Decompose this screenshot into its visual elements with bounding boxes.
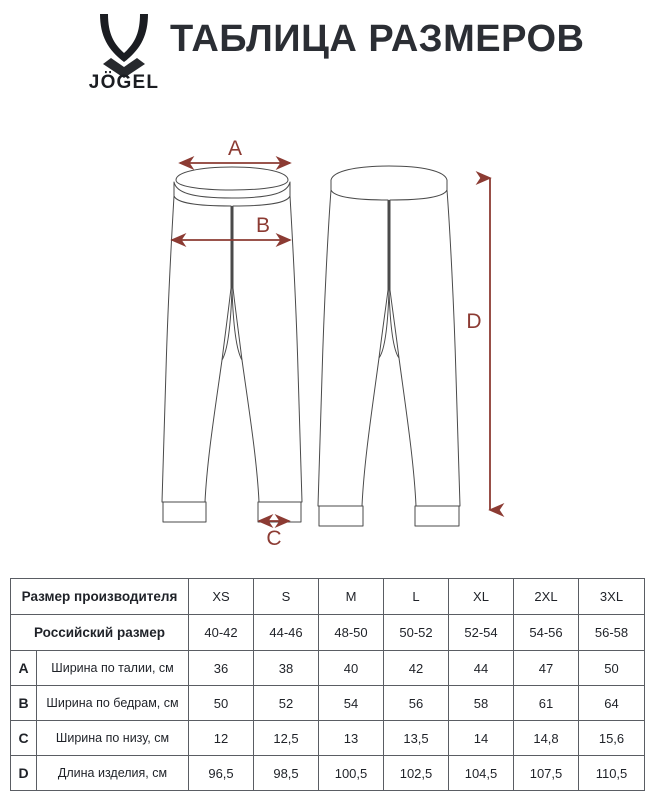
cell-c-2xl: 14,8 xyxy=(514,721,579,756)
table-row-b xyxy=(11,686,645,721)
cell-c-l: 13,5 xyxy=(384,721,449,756)
measure-label-b: B xyxy=(255,214,271,237)
row-desc-a: Ширина по талии, см xyxy=(37,651,189,686)
cell-d-2xl: 107,5 xyxy=(514,756,579,791)
table-row-russian-size xyxy=(11,615,645,651)
measure-arrow-a xyxy=(180,137,290,163)
cell-b-xs: 50 xyxy=(189,686,254,721)
cell-c-3xl: 15,6 xyxy=(579,721,645,756)
cell-b-2xl: 61 xyxy=(514,686,579,721)
cell-c-m: 13 xyxy=(319,721,384,756)
cell-d-l: 102,5 xyxy=(384,756,449,791)
size-header-xs: XS xyxy=(189,579,254,615)
row-desc-d: Длина изделия, см xyxy=(37,756,189,791)
measure-label-a: A xyxy=(227,137,243,160)
pants-back-illustration xyxy=(318,166,460,526)
cell-b-m: 54 xyxy=(319,686,384,721)
cell-a-m: 40 xyxy=(319,651,384,686)
cell-a-3xl: 50 xyxy=(579,651,645,686)
page-header xyxy=(0,0,656,110)
table-row-manufacturer-size xyxy=(11,579,645,615)
measure-label-c: C xyxy=(266,527,282,550)
size-header-l: L xyxy=(384,579,449,615)
russian-size-xl: 52-54 xyxy=(449,615,514,651)
row-letter-b: B xyxy=(11,686,37,721)
row-letter-a: A xyxy=(11,651,37,686)
cell-b-s: 52 xyxy=(254,686,319,721)
cell-d-s: 98,5 xyxy=(254,756,319,791)
measure-arrow-d xyxy=(466,178,490,510)
size-header-2xl: 2XL xyxy=(514,579,579,615)
cell-d-xl: 104,5 xyxy=(449,756,514,791)
size-header-m: M xyxy=(319,579,384,615)
russian-size-3xl: 56-58 xyxy=(579,615,645,651)
measure-arrow-c xyxy=(259,521,289,550)
cell-a-2xl: 47 xyxy=(514,651,579,686)
cell-d-3xl: 110,5 xyxy=(579,756,645,791)
manufacturer-size-label: Размер производителя xyxy=(11,579,189,615)
size-header-3xl: 3XL xyxy=(579,579,645,615)
russian-size-m: 48-50 xyxy=(319,615,384,651)
russian-size-label: Российский размер xyxy=(11,615,189,651)
cell-b-l: 56 xyxy=(384,686,449,721)
row-letter-d: D xyxy=(11,756,37,791)
measure-label-d: D xyxy=(466,310,482,333)
russian-size-l: 50-52 xyxy=(384,615,449,651)
logo-wordmark: JÖGEL xyxy=(88,72,160,90)
cell-c-s: 12,5 xyxy=(254,721,319,756)
cell-a-xl: 44 xyxy=(449,651,514,686)
russian-size-2xl: 54-56 xyxy=(514,615,579,651)
size-header-s: S xyxy=(254,579,319,615)
jogel-logo xyxy=(78,12,170,90)
cell-b-xl: 58 xyxy=(449,686,514,721)
cell-a-l: 42 xyxy=(384,651,449,686)
table-row-d xyxy=(11,756,645,791)
cell-d-xs: 96,5 xyxy=(189,756,254,791)
cell-a-s: 38 xyxy=(254,651,319,686)
table-row-c xyxy=(11,721,645,756)
cell-a-xs: 36 xyxy=(189,651,254,686)
cell-d-m: 100,5 xyxy=(319,756,384,791)
row-desc-c: Ширина по низу, см xyxy=(37,721,189,756)
page-title: ТАБЛИЦА РАЗМЕРОВ xyxy=(170,18,585,60)
russian-size-xs: 40-42 xyxy=(189,615,254,651)
row-letter-c: C xyxy=(11,721,37,756)
size-header-xl: XL xyxy=(449,579,514,615)
row-desc-b: Ширина по бедрам, см xyxy=(37,686,189,721)
russian-size-s: 44-46 xyxy=(254,615,319,651)
cell-b-3xl: 64 xyxy=(579,686,645,721)
size-chart-table xyxy=(10,578,645,791)
table-row-a xyxy=(11,651,645,686)
cell-c-xl: 14 xyxy=(449,721,514,756)
cell-c-xs: 12 xyxy=(189,721,254,756)
pants-front-illustration xyxy=(162,167,302,522)
pants-measurement-diagram xyxy=(0,110,656,565)
